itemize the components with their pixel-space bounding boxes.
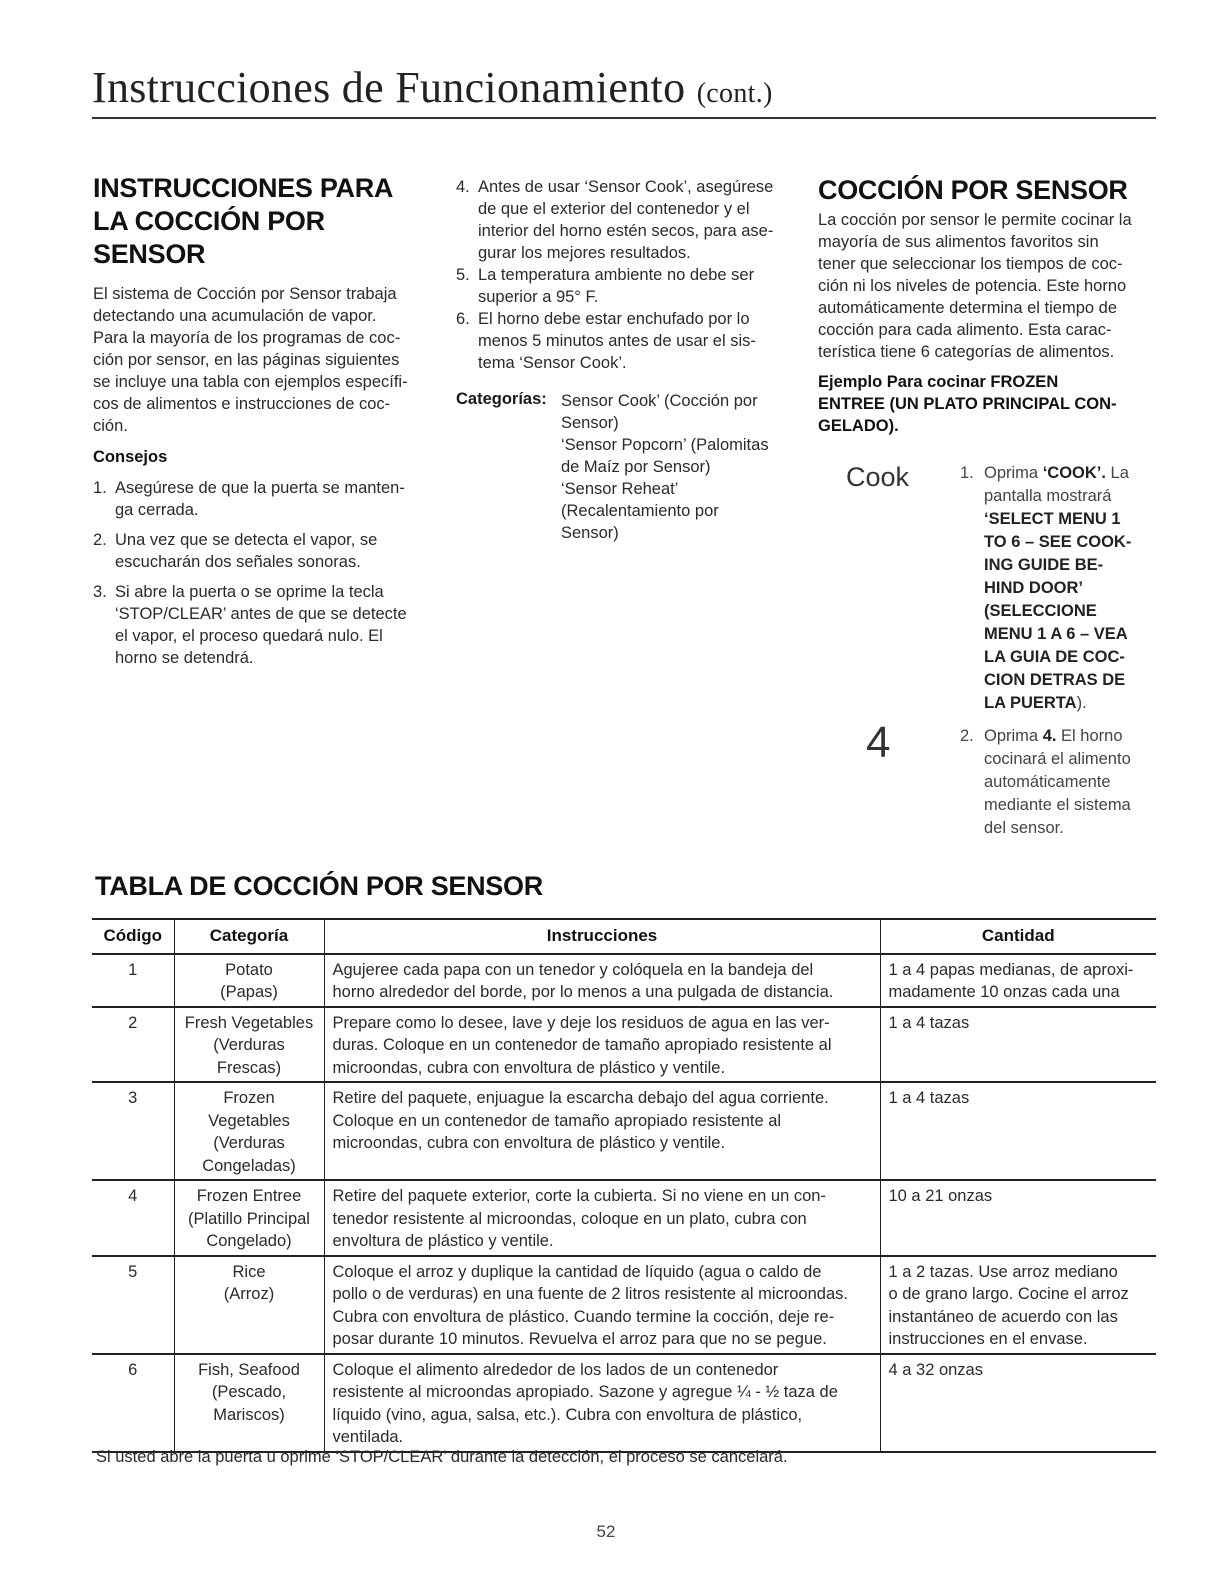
left-column bbox=[93, 172, 423, 677]
instruction-line: ventilada. bbox=[332, 1428, 404, 1446]
table-row bbox=[92, 954, 1156, 1007]
category-line: Sensor) bbox=[561, 414, 619, 432]
step-1 bbox=[960, 462, 1160, 715]
tip-line: La temperatura ambiente no debe ser bbox=[478, 266, 755, 284]
step-suffix: La bbox=[1110, 464, 1129, 482]
table-row bbox=[92, 1354, 1156, 1452]
tip-item bbox=[456, 308, 786, 374]
cell-category bbox=[174, 1007, 324, 1083]
category-line: (Verduras bbox=[213, 1134, 285, 1152]
quantity-line: instantáneo de acuerdo con las bbox=[888, 1307, 1118, 1326]
step-number: 2. bbox=[960, 727, 974, 745]
category-line: Rice bbox=[232, 1262, 266, 1281]
instruction-line: Coloque en un contenedor de tamaño apropiado resistente al bbox=[332, 1111, 782, 1130]
cell-instructions bbox=[324, 1082, 880, 1180]
step-text bbox=[984, 462, 1160, 715]
quantity-line: 1 a 4 tazas bbox=[888, 1013, 970, 1032]
intro-line: Para la mayoría de los programas de coc- bbox=[93, 329, 401, 347]
cell-instructions bbox=[324, 1180, 880, 1256]
step-2 bbox=[960, 725, 1160, 840]
step-line: del sensor. bbox=[984, 819, 1064, 837]
instruction-line: envoltura de plástico y ventile. bbox=[332, 1232, 554, 1250]
table-row bbox=[92, 1256, 1156, 1354]
instruction-line: Retire del paquete, enjuague la escarcha debajo del agua corriente. bbox=[332, 1089, 829, 1107]
category-line: Frescas) bbox=[216, 1058, 282, 1077]
tip-number: 6. bbox=[456, 310, 470, 328]
example-title bbox=[818, 371, 1158, 437]
table-row bbox=[92, 1180, 1156, 1256]
left-intro bbox=[93, 283, 423, 437]
intro-line: terística tiene 6 categorías de alimentos. bbox=[818, 343, 1115, 361]
display-line: ING GUIDE BE- bbox=[984, 556, 1104, 574]
cell-category bbox=[174, 1082, 324, 1180]
example-line: GELADO). bbox=[818, 417, 899, 435]
tip-line: El horno debe estar enchufado por lo bbox=[478, 310, 750, 328]
category-line: ‘Sensor Reheat’ bbox=[561, 480, 679, 498]
step-key-text: 4. bbox=[1042, 727, 1057, 745]
quantity-line: 1 a 4 tazas bbox=[888, 1089, 970, 1107]
display-end: ). bbox=[1076, 694, 1087, 712]
intro-line: ción. bbox=[93, 417, 128, 435]
number-4-key: 4 bbox=[866, 718, 891, 767]
category-line: ‘Sensor Popcorn’ (Palomitas bbox=[561, 436, 769, 454]
intro-line: La cocción por sensor le permite cocinar la bbox=[818, 211, 1132, 229]
intro-line: detectando una acumulación de vapor. bbox=[93, 307, 377, 325]
quantity-line: madamente 10 onzas cada una bbox=[888, 983, 1120, 1001]
quantity-line: instrucciones en el envase. bbox=[888, 1330, 1088, 1348]
step-prefix: Oprima bbox=[984, 464, 1039, 482]
col-header-category: Categoría bbox=[174, 919, 324, 954]
cell-instructions bbox=[324, 1007, 880, 1083]
example-line: Ejemplo Para cocinar FROZEN bbox=[818, 373, 1059, 391]
table-row bbox=[92, 1007, 1156, 1083]
right-intro bbox=[818, 209, 1158, 363]
cell-category bbox=[174, 1256, 324, 1354]
cell-code: 5 bbox=[92, 1256, 174, 1354]
intro-line: ción ni los niveles de potencia. Este horno bbox=[818, 277, 1127, 295]
instruction-line: microondas, cubra con envoltura de plástico y ventile. bbox=[332, 1058, 726, 1077]
cell-instructions bbox=[324, 954, 880, 1007]
tip-line: escucharán dos señales sonoras. bbox=[115, 553, 361, 571]
category-line: Fish, Seafood bbox=[198, 1360, 300, 1379]
intro-line: cocción para cada alimento. Esta carac- bbox=[818, 321, 1112, 339]
instruction-line: Coloque el alimento alrededor de los lados de un contenedor bbox=[332, 1360, 779, 1379]
col-header-quantity: Cantidad bbox=[880, 919, 1156, 954]
intro-line: ción por sensor, en las páginas siguientes bbox=[93, 351, 400, 369]
table-footnote: Si usted abre la puerta u oprime ‘STOP/CLEAR’ durante la detección, el proceso se cancelará. bbox=[96, 1448, 788, 1466]
cook-key: Cook bbox=[846, 462, 910, 492]
page-number: 52 bbox=[596, 1522, 616, 1541]
intro-line: El sistema de Cocción por Sensor trabaja bbox=[93, 285, 397, 303]
tip-line: tema ‘Sensor Cook’. bbox=[478, 354, 627, 372]
table-row bbox=[92, 1082, 1156, 1180]
instruction-line: Coloque el arroz y duplique la cantidad de líquido (agua o caldo de bbox=[332, 1262, 822, 1281]
col-header-instructions: Instrucciones bbox=[324, 919, 880, 954]
col-header-code: Código bbox=[92, 919, 174, 954]
right-column bbox=[818, 174, 1158, 437]
tip-number: 1. bbox=[93, 479, 107, 497]
instruction-line: tenedor resistente al microondas, coloque en un plato, cubra con bbox=[332, 1209, 807, 1228]
instruction-line: pollo o de verduras) en una fuente de 2 litros resistente al microondas. bbox=[332, 1285, 848, 1303]
tip-line: superior a 95° F. bbox=[478, 288, 599, 306]
category-line: (Papas) bbox=[220, 983, 278, 1001]
page-header-title: Instrucciones de Funcionamiento bbox=[92, 63, 686, 112]
tip-line: ‘STOP/CLEAR’ antes de que se detecte bbox=[115, 605, 407, 623]
intro-line: mayoría de sus alimentos favoritos sin bbox=[818, 233, 1099, 251]
cell-instructions bbox=[324, 1354, 880, 1452]
cell-quantity bbox=[880, 1256, 1156, 1354]
page-header bbox=[92, 62, 773, 113]
cell-category bbox=[174, 1180, 324, 1256]
left-heading-line: LA COCCIÓN POR bbox=[93, 206, 325, 236]
tip-item bbox=[93, 529, 423, 573]
intro-line: automáticamente determina el tiempo de bbox=[818, 299, 1117, 317]
left-heading bbox=[93, 172, 423, 271]
cell-category bbox=[174, 954, 324, 1007]
tip-item bbox=[456, 176, 786, 264]
instruction-line: posar durante 10 minutos. Revuelva el arroz para que no se pegue. bbox=[332, 1330, 827, 1348]
instruction-line: resistente al microondas apropiado. Sazone y agregue ¼ - ½ taza de bbox=[332, 1383, 838, 1401]
cell-category bbox=[174, 1354, 324, 1452]
table-header-row bbox=[92, 919, 1156, 954]
instruction-line: Prepare como lo desee, lave y deje los residuos de agua en las ver- bbox=[332, 1013, 830, 1032]
cell-quantity bbox=[880, 1007, 1156, 1083]
header-rule bbox=[92, 117, 1156, 119]
instruction-line: Cubra con envoltura de plástico. Cuando termine la cocción, deje re- bbox=[332, 1307, 835, 1326]
tip-line: Antes de usar ‘Sensor Cook’, asegúrese bbox=[478, 178, 774, 196]
cell-quantity bbox=[880, 1082, 1156, 1180]
category-line: Fresh Vegetables bbox=[184, 1013, 314, 1032]
step-suffix: El horno bbox=[1061, 727, 1123, 745]
left-heading-line: INSTRUCCIONES PARA bbox=[93, 173, 394, 203]
table-title: TABLA DE COCCIÓN POR SENSOR bbox=[95, 871, 543, 901]
categories-block bbox=[456, 390, 786, 544]
cell-quantity bbox=[880, 1354, 1156, 1452]
display-line: HIND DOOR’ bbox=[984, 579, 1083, 597]
display-line: LA PUERTA bbox=[984, 694, 1077, 712]
tip-line: el vapor, el proceso quedará nulo. El bbox=[115, 627, 383, 645]
display-last-line bbox=[984, 692, 1160, 715]
instruction-line: líquido (vino, agua, salsa, etc.). Cubra con envoltura de plástico, bbox=[332, 1405, 803, 1424]
display-line: LA GUIA DE COC- bbox=[984, 648, 1125, 666]
instruction-line: Agujeree cada papa con un tenedor y colóquela en la bandeja del bbox=[332, 960, 814, 979]
tip-line: horno se detendrá. bbox=[115, 649, 254, 667]
tip-item bbox=[456, 264, 786, 308]
tip-number: 4. bbox=[456, 178, 470, 196]
cell-instructions bbox=[324, 1256, 880, 1354]
display-line: ‘SELECT MENU 1 bbox=[984, 510, 1121, 528]
tips-list-left bbox=[93, 477, 423, 669]
example-line: ENTREE (UN PLATO PRINCIPAL CON- bbox=[818, 395, 1117, 413]
step-prefix: Oprima bbox=[984, 727, 1039, 745]
category-line: Frozen Vegetables bbox=[208, 1089, 290, 1130]
page-header-cont: (cont.) bbox=[696, 78, 773, 109]
quantity-line: 10 a 21 onzas bbox=[888, 1187, 993, 1205]
category-line: Frozen Entree bbox=[196, 1187, 302, 1205]
tip-line: de que el exterior del contenedor y el bbox=[478, 200, 750, 218]
intro-line: se incluye una tabla con ejemplos específi- bbox=[93, 373, 408, 391]
tip-item bbox=[93, 477, 423, 521]
step-line bbox=[984, 462, 1160, 485]
tip-item bbox=[93, 581, 423, 669]
step-line bbox=[984, 725, 1160, 748]
quantity-line: o de grano largo. Cocine el arroz bbox=[888, 1285, 1129, 1303]
left-heading-line: SENSOR bbox=[93, 239, 206, 269]
tip-line: ga cerrada. bbox=[115, 501, 199, 519]
cell-code: 6 bbox=[92, 1354, 174, 1452]
display-line: (SELECCIONE bbox=[984, 602, 1097, 620]
intro-line: cos de alimentos e instrucciones de coc- bbox=[93, 395, 391, 413]
instruction-line: microondas, cubra con envoltura de plástico y ventile. bbox=[332, 1134, 726, 1152]
tip-number: 2. bbox=[93, 531, 107, 549]
right-heading: COCCIÓN POR SENSOR bbox=[818, 175, 1128, 205]
step-line: automáticamente bbox=[984, 773, 1111, 791]
tip-number: 5. bbox=[456, 266, 470, 284]
sensor-cooking-table bbox=[92, 918, 1156, 1453]
instruction-line: horno alrededor del borde, por lo menos a una pulgada de distancia. bbox=[332, 983, 834, 1001]
category-line: (Verduras bbox=[213, 1036, 285, 1054]
category-line: de Maíz por Sensor) bbox=[561, 458, 711, 476]
step-line: mediante el sistema bbox=[984, 796, 1131, 814]
category-line: (Arroz) bbox=[223, 1285, 275, 1303]
display-line: MENU 1 A 6 – VEA bbox=[984, 625, 1128, 643]
tips-title: Consejos bbox=[93, 448, 168, 466]
quantity-line: 4 a 32 onzas bbox=[888, 1360, 983, 1379]
step-line: pantalla mostrará bbox=[984, 487, 1112, 505]
display-line: TO 6 – SEE COOK- bbox=[984, 533, 1132, 551]
quantity-line: 1 a 2 tazas. Use arroz mediano bbox=[888, 1262, 1118, 1281]
display-line: CION DETRAS DE bbox=[984, 671, 1126, 689]
step-line: cocinará el alimento bbox=[984, 750, 1131, 768]
tip-number: 3. bbox=[93, 583, 107, 601]
tip-line: Asegúrese de que la puerta se manten- bbox=[115, 479, 405, 497]
tip-line: Una vez que se detecta el vapor, se bbox=[115, 531, 378, 549]
cell-quantity bbox=[880, 1180, 1156, 1256]
step-number: 1. bbox=[960, 464, 974, 482]
cell-code: 2 bbox=[92, 1007, 174, 1083]
category-line: Sensor) bbox=[561, 524, 619, 542]
categories-list bbox=[561, 390, 786, 544]
cell-code: 3 bbox=[92, 1082, 174, 1180]
tip-line: gurar los mejores resultados. bbox=[478, 244, 691, 262]
instruction-line: duras. Coloque en un contenedor de tamaño apropiado resistente al bbox=[332, 1036, 832, 1054]
cell-code: 1 bbox=[92, 954, 174, 1007]
tip-line: Si abre la puerta o se oprime la tecla bbox=[115, 583, 384, 601]
category-line: (Platillo Principal bbox=[188, 1209, 310, 1228]
intro-line: tener que seleccionar los tiempos de coc- bbox=[818, 255, 1123, 273]
instruction-line: Retire del paquete exterior, corte la cubierta. Si no viene en un con- bbox=[332, 1187, 826, 1205]
category-line: (Pescado, bbox=[211, 1383, 287, 1401]
tip-line: menos 5 minutos antes de usar el sis- bbox=[478, 332, 756, 350]
category-line: Sensor Cook’ (Cocción por bbox=[561, 392, 758, 410]
category-line: Potato bbox=[225, 960, 273, 979]
tips-list-middle bbox=[456, 176, 786, 374]
step-text bbox=[984, 725, 1160, 840]
step-key-text: ‘COOK’. bbox=[1042, 464, 1106, 482]
category-line: Congeladas) bbox=[202, 1156, 296, 1175]
categories-label: Categorías: bbox=[456, 390, 547, 408]
quantity-line: 1 a 4 papas medianas, de aproxi- bbox=[888, 960, 1134, 979]
category-line: (Recalentamiento por bbox=[561, 502, 719, 520]
cell-code: 4 bbox=[92, 1180, 174, 1256]
tip-line: interior del horno estén secos, para ase- bbox=[478, 222, 774, 240]
category-line: Mariscos) bbox=[213, 1405, 285, 1424]
cell-quantity bbox=[880, 954, 1156, 1007]
category-line: Congelado) bbox=[206, 1232, 292, 1250]
middle-column bbox=[456, 176, 786, 544]
